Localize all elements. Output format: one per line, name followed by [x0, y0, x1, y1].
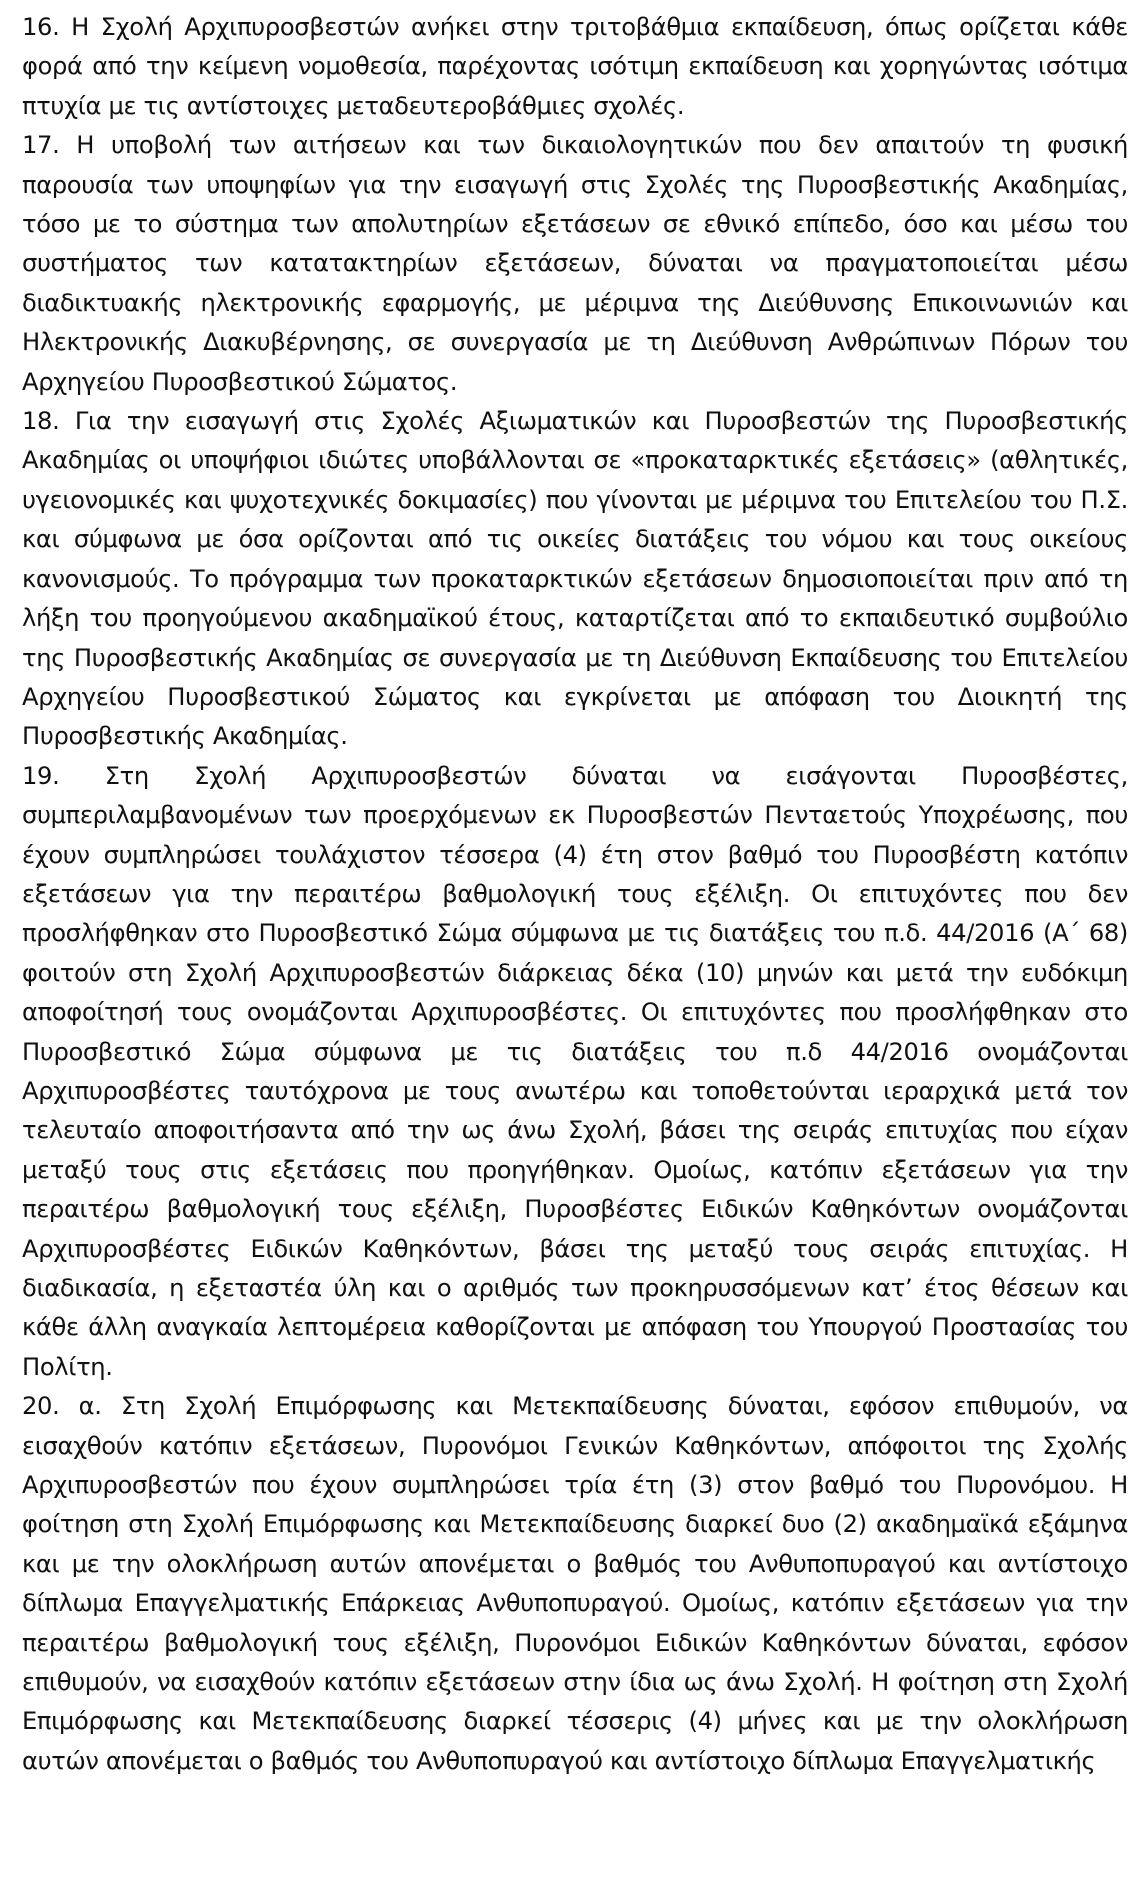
paragraph-19: 19. Στη Σχολή Αρχιπυροσβεστών δύναται να εισάγονται Πυροσβέστες, συμπεριλαμβανομένων των προερχόμενων εκ Πυροσβεστών Πενταετούς Υποχρέωσης, που έχουν συμπληρώσει τουλάχιστον τέσσερα (4) έτη στον βαθμό του Πυροσβέστη κατόπιν εξετάσεων για την περαιτέρω βαθμολογική τους εξέλιξη. Οι επιτυχόντες που δεν προσλήφθηκαν στο Πυροσβεστικό Σώμα σύμφωνα με τις διατάξεις του π.δ. 44/2016 (Α΄ 68) φοιτούν στη Σχολή Αρχιπυροσβεστών διάρκειας δέκα (10) μηνών και μετά την ευδόκιμη αποφοίτησή τους ονομάζονται Αρχιπυροσβέστες. Οι επιτυχόντες που προσλήφθηκαν στο Πυροσβεστικό Σώμα σύμφωνα με τις διατάξεις του π.δ 44/2016 ονομάζονται Αρχιπυροσβέστες ταυτόχρονα με τους ανωτέρω και τοποθετούνται ιεραρχικά μετά τον τελευταίο αποφοιτήσαντα από την ως άνω Σχολή, βάσει της σειράς επιτυχίας που είχαν μεταξύ τους στις εξετάσεις που προηγήθηκαν. Ομοίως, κατόπιν εξετάσεων για την περαιτέρω βαθμολογική τους εξέλιξη, Πυροσβέστες Ειδικών Καθηκόντων ονομάζονται Αρχιπυροσβέστες Ειδικών Καθηκόντων, βάσει της μεταξύ τους σειράς επιτυχίας. Η διαδικασία, η εξεταστέα ύλη και ο αριθμός των προκηρυσσόμενων κατ’ έτος θέσεων και κάθε άλλη αναγκαία λεπτομέρεια καθορίζονται με απόφαση του Υπουργού Προστασίας του Πολίτη. [22, 761, 1128, 1381]
paragraph-17: 17. Η υποβολή των αιτήσεων και των δικαιολογητικών που δεν απαιτούν τη φυσική παρουσία των υποψηφίων για την εισαγωγή στις Σχολές της Πυροσβεστικής Ακαδημίας, τόσο με το σύστημα των απολυτηρίων εξετάσεων σε εθνικό επίπεδο, όσο και μέσω του συστήματος των κατατακτηρίων εξετάσεων, δύναται να πραγματοποιείται μέσω διαδικτυακής ηλεκτρονικής εφαρμογής, με μέριμνα της Διεύθυνσης Επικοινωνιών και Ηλεκτρονικής Διακυβέρνησης, σε συνεργασία με τη Διεύθυνση Ανθρώπινων Πόρων του Αρχηγείου Πυροσβεστικού Σώματος. [22, 131, 1128, 396]
paragraph-20: 20. α. Στη Σχολή Επιμόρφωσης και Μετεκπαίδευσης δύναται, εφόσον επιθυμούν, να εισαχθούν κατόπιν εξετάσεων, Πυρονόμοι Γενικών Καθηκόντων, απόφοιτοι της Σχολής Αρχιπυροσβεστών που έχουν συμπληρώσει τρία έτη (3) στον βαθμό του Πυρονόμου. Η φοίτηση στη Σχολή Επιμόρφωσης και Μετεκπαίδευσης διαρκεί δυο (2) ακαδημαϊκά εξάμηνα και με την ολοκλήρωση αυτών απονέμεται ο βαθμός του Ανθυποπυραγού και αντίστοιχο δίπλωμα Επαγγελματικής Επάρκειας Ανθυποπυραγού. Ομοίως, κατόπιν εξετάσεων για την περαιτέρω βαθμολογική τους εξέλιξη, Πυρονόμοι Ειδικών Καθηκόντων δύναται, εφόσον επιθυμούν, να εισαχθούν κατόπιν εξετάσεων στην ίδια ως άνω Σχολή. Η φοίτηση στη Σχολή Επιμόρφωσης και Μετεκπαίδευσης διαρκεί τέσσερις (4) μήνες και με την ολοκλήρωση αυτών απονέμεται ο βαθμός του Ανθυποπυραγού και αντίστοιχο δίπλωμα Επαγγελματικής [22, 1392, 1128, 1775]
paragraph-18: 18. Για την εισαγωγή στις Σχολές Αξιωματικών και Πυροσβεστών της Πυροσβεστικής Ακαδημίας οι υποψήφιοι ιδιώτες υποβάλλονται σε «προκαταρκτικές εξετάσεις» (αθλητικές, υγειονομικές και ψυχοτεχνικές δοκιμασίες) που γίνονται με μέριμνα του Επιτελείου του Π.Σ. και σύμφωνα με όσα ορίζονται από τις οικείες διατάξεις του νόμου και τους οικείους κανονισμούς. Το πρόγραμμα των προκαταρκτικών εξετάσεων δημοσιοποιείται πριν από τη λήξη του προηγούμενου ακαδημαϊκού έτους, καταρτίζεται από το εκπαιδευτικό συμβούλιο της Πυροσβεστικής Ακαδημίας σε συνεργασία με τη Διεύθυνση Εκπαίδευσης του Επιτελείου Αρχηγείου Πυροσβεστικού Σώματος και εγκρίνεται με απόφαση του Διοικητή της Πυροσβεστικής Ακαδημίας. [22, 407, 1128, 751]
paragraph-16: 16. Η Σχολή Αρχιπυροσβεστών ανήκει στην τριτοβάθμια εκπαίδευση, όπως ορίζεται κάθε φορά από την κείμενη νομοθεσία, παρέχοντας ισότιμη εκπαίδευση και χορηγώντας ισότιμα πτυχία με τις αντίστοιχες μεταδευτεροβάθμιες σχολές. [22, 13, 1128, 120]
